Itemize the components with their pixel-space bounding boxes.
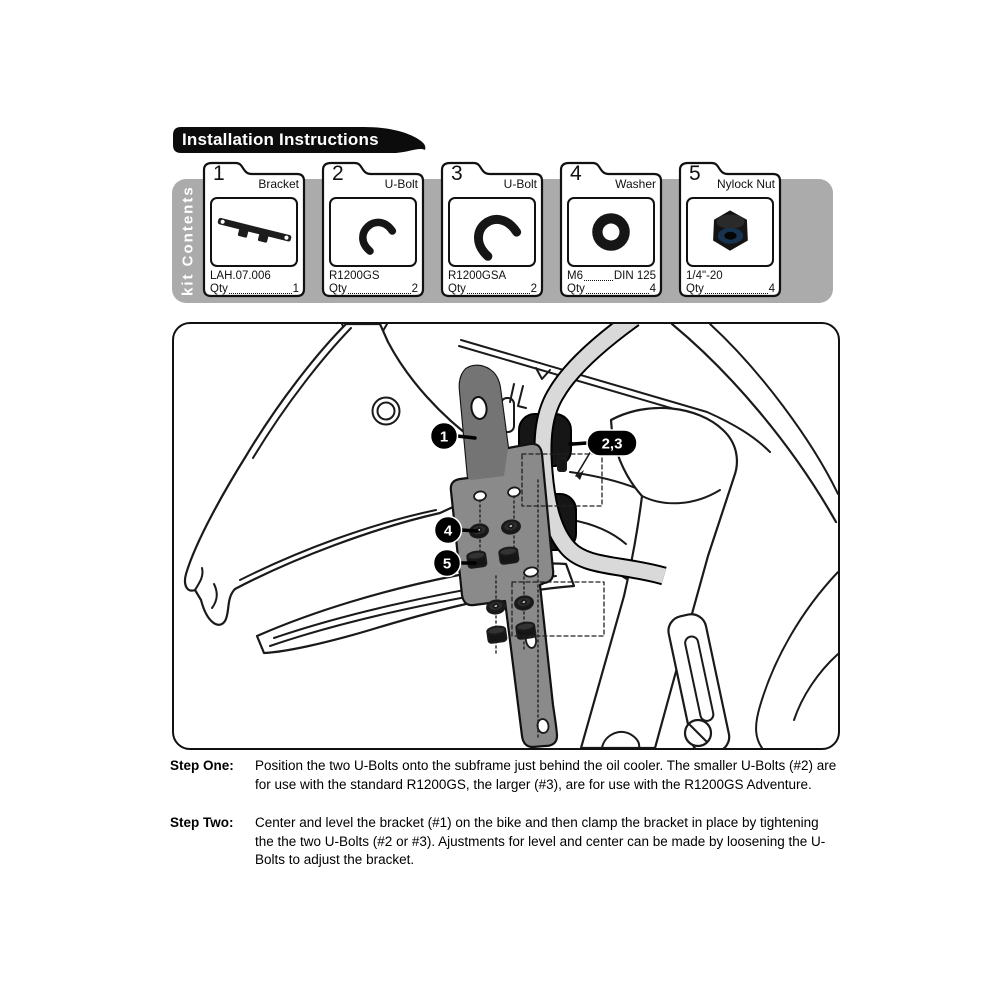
- item-name: U-Bolt: [503, 177, 537, 191]
- item-name: Washer: [615, 177, 656, 191]
- item-number: 5: [689, 162, 701, 185]
- item-image-box: [448, 197, 536, 267]
- item-qty: Qty 4: [686, 283, 775, 295]
- item-spec: LAH.07.006: [210, 270, 271, 282]
- item-spec: M6 DIN 125: [567, 270, 656, 282]
- kit-item-card-ubolt-gs: [321, 161, 425, 298]
- diagram-art: [174, 324, 838, 748]
- nylock-nut-icon: [688, 201, 772, 263]
- washer-icon: [569, 201, 653, 263]
- step-two: [170, 814, 838, 870]
- item-image-box: [329, 197, 417, 267]
- step-two-label: Step Two:: [170, 815, 234, 830]
- item-qty: Qty 1: [210, 283, 299, 295]
- item-spec: 1/4"-20: [686, 270, 723, 282]
- item-number: 4: [570, 162, 582, 185]
- callout-4-label: 4: [443, 522, 453, 540]
- bracket-part-icon: [212, 201, 296, 263]
- kit-contents-label: kit Contents: [179, 185, 197, 297]
- step-two-text: Center and level the bracket (#1) on the bike and then clamp the bracket in place by tightening the the two U-Bolts (#2 or #3). Ajustments for level and center can be made by loosening the U-Bolts to adjust the bracket.: [255, 815, 826, 867]
- page-title: Installation Instructions: [182, 130, 379, 149]
- item-qty: Qty 2: [448, 283, 537, 295]
- right-lower-body-curve: [794, 654, 838, 720]
- item-qty: Qty 2: [329, 283, 418, 295]
- kit-item-card-washer: [559, 161, 663, 298]
- kit-item-card-ubolt-gsa: [440, 161, 544, 298]
- frame-rail-line: [572, 520, 626, 544]
- step-one-label: Step One:: [170, 758, 234, 773]
- step-one-text: Position the two U-Bolts onto the subframe just behind the oil cooler. The smaller U-Bolts (#2) are for use with the standard R1200GS, the larger (#3), are for use with the R1200GS Adventure.: [255, 758, 837, 792]
- item-image-box: [567, 197, 655, 267]
- item-name: U-Bolt: [384, 177, 418, 191]
- item-name: Bracket: [258, 177, 299, 191]
- u-bolt-small-icon: [331, 201, 415, 263]
- callout-23-leader: [573, 443, 587, 444]
- item-spec: R1200GSA: [448, 270, 507, 282]
- item-qty: Qty 4: [567, 283, 656, 295]
- u-bolt-large-icon: [450, 201, 534, 263]
- callout-1-label: 1: [439, 428, 449, 446]
- panel-detail-line: [518, 386, 526, 408]
- item-name: Nylock Nut: [716, 177, 775, 191]
- item-image-box: [686, 197, 774, 267]
- step-one: [170, 757, 838, 794]
- callout-1-leader: [457, 436, 475, 438]
- item-image-box: [210, 197, 298, 267]
- callout-23-label: 2,3: [601, 435, 623, 453]
- item-spec: R1200GS: [329, 270, 380, 282]
- fender-bolt-ring: [378, 403, 395, 420]
- header-banner: [172, 126, 428, 154]
- callout-4-leader: [461, 530, 477, 531]
- item-number: 2: [332, 162, 344, 185]
- installation-diagram: [172, 322, 840, 750]
- kit-item-card-bracket: [202, 161, 306, 298]
- right-lower-body-curve: [756, 572, 838, 748]
- kit-item-card-nylock-nut: [678, 161, 782, 298]
- u-bolt-thread: [558, 458, 566, 471]
- bracket-arm-shade: [460, 366, 508, 480]
- item-number: 1: [213, 162, 225, 185]
- item-number: 3: [451, 162, 463, 185]
- callout-5-label: 5: [442, 555, 452, 573]
